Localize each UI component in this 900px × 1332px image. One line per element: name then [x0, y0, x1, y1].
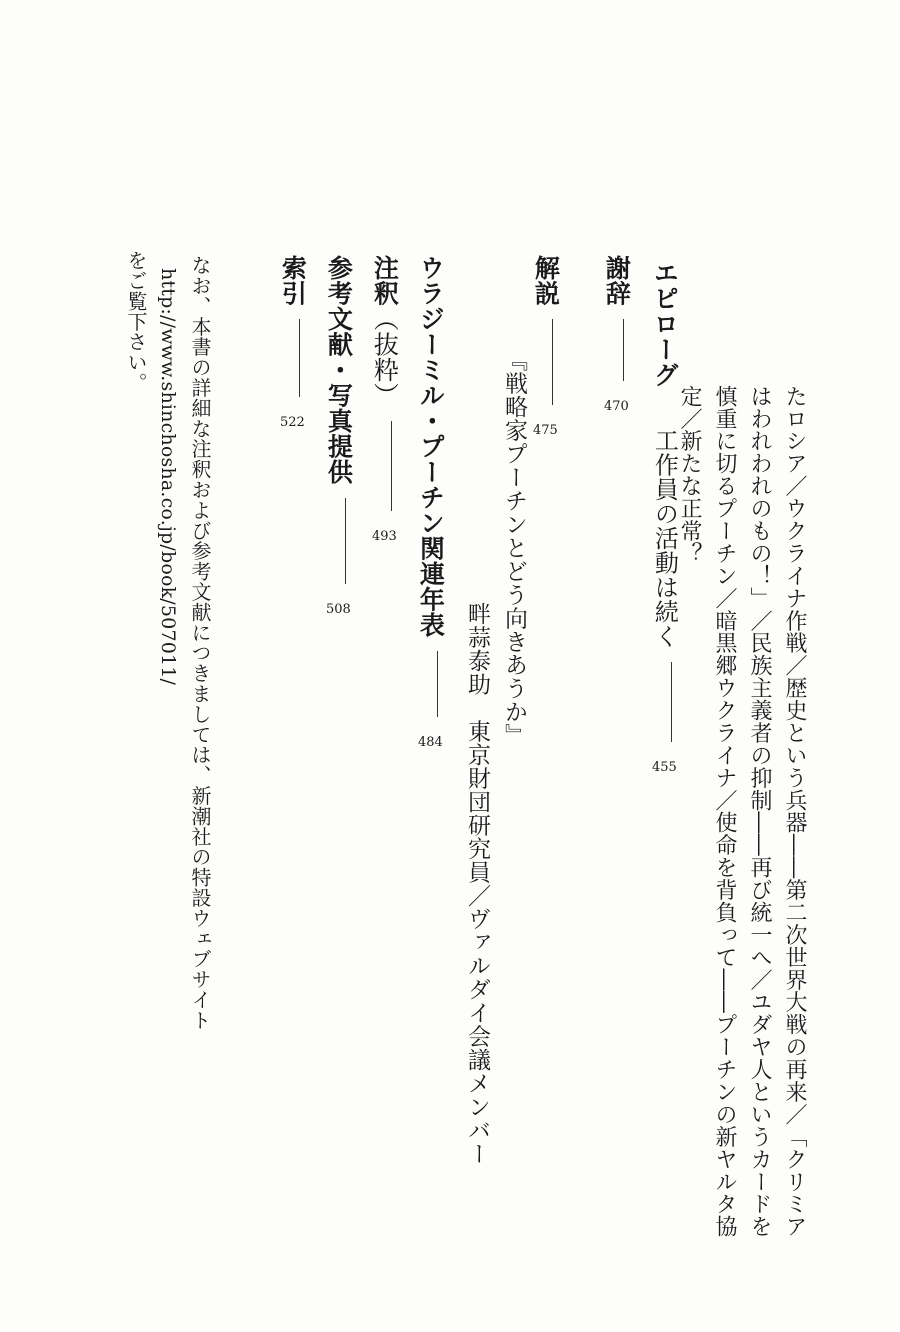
- toc-commentary[interactable]: [531, 255, 561, 439]
- toc-commentary-title: 解説: [531, 255, 561, 306]
- toc-index-title: 索引: [278, 255, 308, 306]
- note-line-1: なお、本書の詳細な注釈および参考文献につきましては、新潮社の特設ウェブサイト: [188, 255, 212, 1031]
- toc-chronology[interactable]: [416, 255, 446, 750]
- toc-commentary-article-title: 『戦略家プーチンとどう向きあうか』: [501, 348, 527, 747]
- toc-references-page: 508: [326, 601, 351, 617]
- toc-commentary-author: 畔蒜泰助 東京財団研究員／ヴァルダイ会議メンバー: [464, 602, 490, 1166]
- toc-references[interactable]: [324, 255, 354, 617]
- toc-epilogue[interactable]: [650, 260, 680, 775]
- toc-index-page: 522: [280, 415, 305, 431]
- toc-acknowledgements-title: 謝辞: [602, 255, 632, 306]
- chapter-body-line-3: 慎重に切るプーチン／暗黒郷ウクライナ／使命を背負って――プーチンの新ヤルタ協: [712, 385, 737, 1238]
- toc-references-title: 参考文献・写真提供: [324, 255, 354, 485]
- toc-index[interactable]: [278, 255, 308, 431]
- chapter-body-line-2: はわれわれのもの！」／民族主義者の抑制――再び統一へ／ユダヤ人というカードを: [747, 385, 772, 1238]
- toc-acknowledgements-page: 470: [604, 399, 629, 415]
- toc-epilogue-subtitle: 工作員の活動は続く: [650, 427, 679, 649]
- toc-epilogue-page: 455: [652, 759, 677, 775]
- toc-notes-title: 注釈: [370, 255, 400, 306]
- toc-chronology-title: ウラジーミル・プーチン関連年表: [416, 255, 446, 638]
- toc-acknowledgements[interactable]: [602, 255, 632, 415]
- note-line-3: をご覧下さい。: [124, 250, 148, 393]
- toc-notes-page: 493: [372, 529, 397, 545]
- toc-commentary-page: 475: [533, 423, 558, 439]
- note-url[interactable]: http://www.shinchosha.co.jp/book/507011/: [157, 268, 179, 686]
- toc-notes-paren: （抜粋）: [370, 306, 400, 408]
- toc-notes[interactable]: [370, 255, 400, 545]
- chapter-body-line-4: 定／新たな正常？: [677, 385, 702, 565]
- toc-epilogue-title: エピローグ: [650, 260, 680, 388]
- chapter-body-line-1: たロシア／ウクライナ作戦／歴史という兵器――第二次世界大戦の再来／「クリミア: [782, 385, 807, 1238]
- toc-chronology-page: 484: [418, 734, 443, 750]
